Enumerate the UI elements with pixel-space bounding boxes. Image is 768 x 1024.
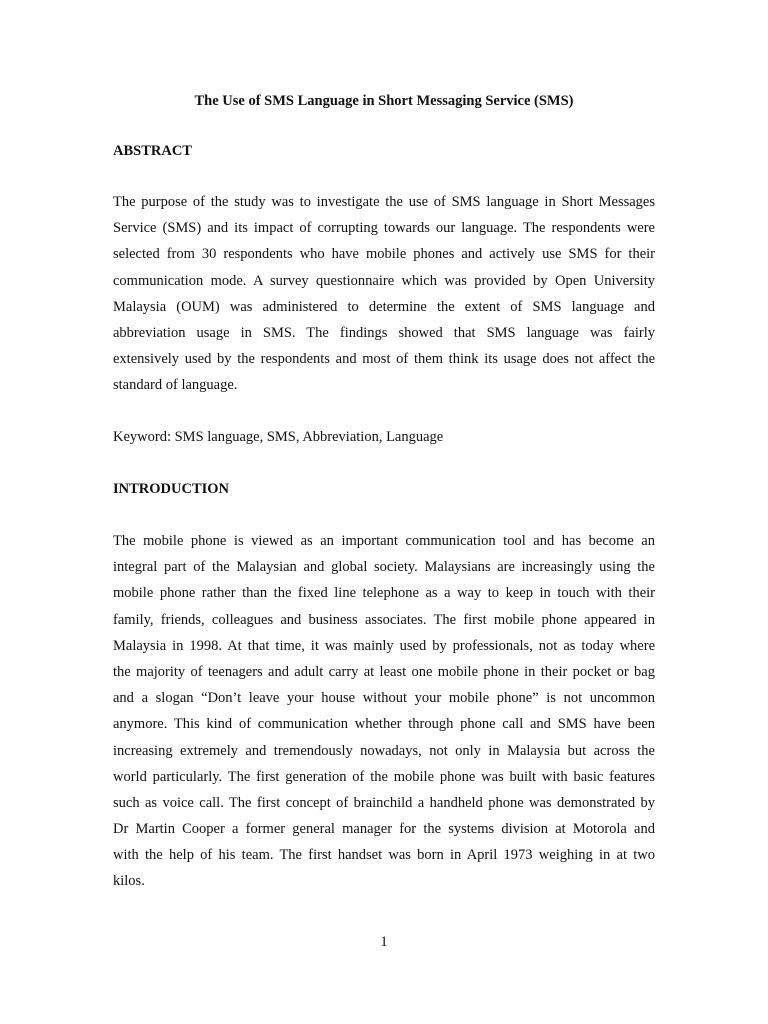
introduction-line: Dr Martin Cooper a former general manager for the systems division at Motorola and (113, 821, 655, 838)
introduction-line: family, friends, colleagues and business associates. The first mobile phone appeared in (113, 611, 655, 628)
introduction-line: world particularly. The first generation of the mobile phone was built with basic features (113, 768, 655, 785)
introduction-line: such as voice call. The first concept of brainchild a handheld phone was demonstrated by (113, 794, 655, 811)
abstract-line: Service (SMS) and its impact of corrupting towards our language. The respondents were (113, 220, 655, 237)
introduction-line: The mobile phone is viewed as an important communication tool and has become an (113, 533, 655, 549)
introduction-line: increasing extremely and tremendously nowadays, not only in Malaysia but across the (113, 742, 655, 759)
introduction-line: Malaysia in 1998. At that time, it was mainly used by professionals, not as today where (113, 637, 655, 654)
document-title: The Use of SMS Language in Short Messaging Service (SMS) (194, 93, 574, 109)
abstract-heading: ABSTRACT (113, 143, 192, 159)
keywords-line: Keyword: SMS language, SMS, Abbreviation, Language (113, 429, 444, 445)
introduction-heading: INTRODUCTION (113, 481, 230, 497)
introduction-line: and a slogan “Don’t leave your house without your mobile phone” is not uncommon (113, 690, 655, 707)
introduction-line: the majority of teenagers and adult carry at least one mobile phone in their pocket or bag (113, 663, 655, 680)
abstract-paragraph (113, 189, 655, 399)
abstract-line: Malaysia (OUM) was administered to determine the extent of SMS language and (113, 298, 655, 315)
abstract-line: selected from 30 respondents who have mobile phones and actively use SMS for their (113, 246, 655, 263)
abstract-line: extensively used by the respondents and most of them think its usage does not affect the (113, 351, 655, 368)
introduction-line: anymore. This kind of communication whether through phone call and SMS have been (113, 716, 655, 733)
introduction-line: with the help of his team. The first handset was born in April 1973 weighing in at two (113, 847, 655, 864)
abstract-line: standard of language. (113, 377, 238, 394)
abstract-line: communication mode. A survey questionnaire which was provided by Open University (113, 272, 655, 289)
introduction-line: kilos. (113, 873, 145, 890)
abstract-line: abbreviation usage in SMS. The findings showed that SMS language was fairly (113, 324, 655, 341)
page-number: 1 (380, 934, 388, 950)
introduction-paragraph (113, 528, 655, 895)
abstract-line: The purpose of the study was to investigate the use of SMS language in Short Messages (113, 194, 655, 210)
introduction-line: integral part of the Malaysian and global society. Malaysians are increasingly using the (113, 559, 655, 576)
introduction-line: mobile phone rather than the fixed line telephone as a way to keep in touch with their (113, 585, 655, 602)
